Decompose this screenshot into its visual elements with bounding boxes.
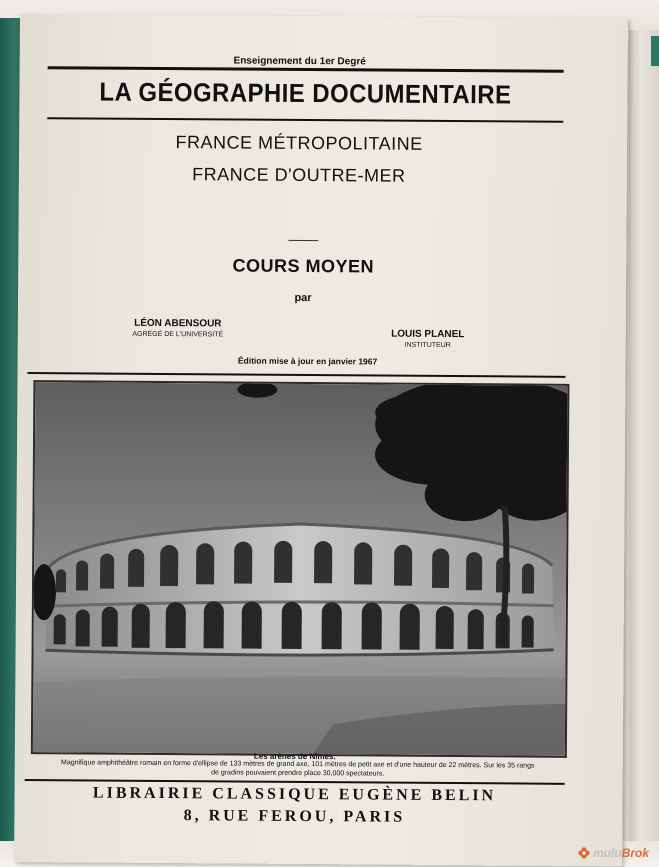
photo-rule-top (27, 372, 565, 378)
book-cover-right-edge (651, 36, 659, 66)
ornament-divider (288, 240, 318, 241)
arena-amphitheatre (46, 522, 555, 657)
watermark-part-2: Brok (621, 846, 649, 860)
author-2-role: INSTITUTEUR (404, 341, 451, 350)
arena-photograph (31, 380, 570, 758)
photo-caption-line-2: de gradins pouvaient prendre place 30,000 spectateurs. (211, 769, 385, 778)
book-page-stack-right (629, 30, 659, 867)
flower-icon (578, 847, 590, 859)
photo-caption-line-1: Magnifique amphithéâtre romain en forme d'ellipse de 133 mètres de grand axe, 101 mètres de petit axe et d'une hauteur de 22 mètres. Sur les 35 rangs (60, 759, 535, 770)
series-label: Enseignement du 1er Degré (233, 55, 366, 68)
by-label: par (294, 291, 312, 305)
subtitle-outre-mer: FRANCE D'OUTRE-MER (192, 164, 406, 186)
photo-caption-title: Les arènes de Nîmes. (253, 751, 336, 762)
course-level: COURS MOYEN (232, 255, 375, 277)
edition-note: Édition mise à jour en janvier 1967 (237, 355, 378, 367)
title-rule-bottom (47, 117, 563, 123)
site-watermark (529, 845, 649, 861)
author-2-name: LOUIS PLANEL (391, 328, 465, 341)
watermark-part-1: mulu (592, 846, 622, 860)
title-page (14, 14, 628, 866)
author-1-role: AGRÉGÉ DE L'UNIVERSITÉ (132, 330, 224, 339)
publisher-address: 8, RUE FEROU, PARIS (183, 807, 406, 826)
title-rule-top (48, 66, 564, 73)
author-1-name: LÉON ABENSOUR (134, 317, 222, 330)
book-title: LA GÉOGRAPHIE DOCUMENTAIRE (99, 76, 512, 110)
publisher-name: LIBRAIRIE CLASSIQUE EUGÈNE BELIN (92, 784, 497, 805)
watermark-text (593, 846, 649, 860)
subtitle-metropole: FRANCE MÉTROPOLITAINE (175, 132, 423, 154)
